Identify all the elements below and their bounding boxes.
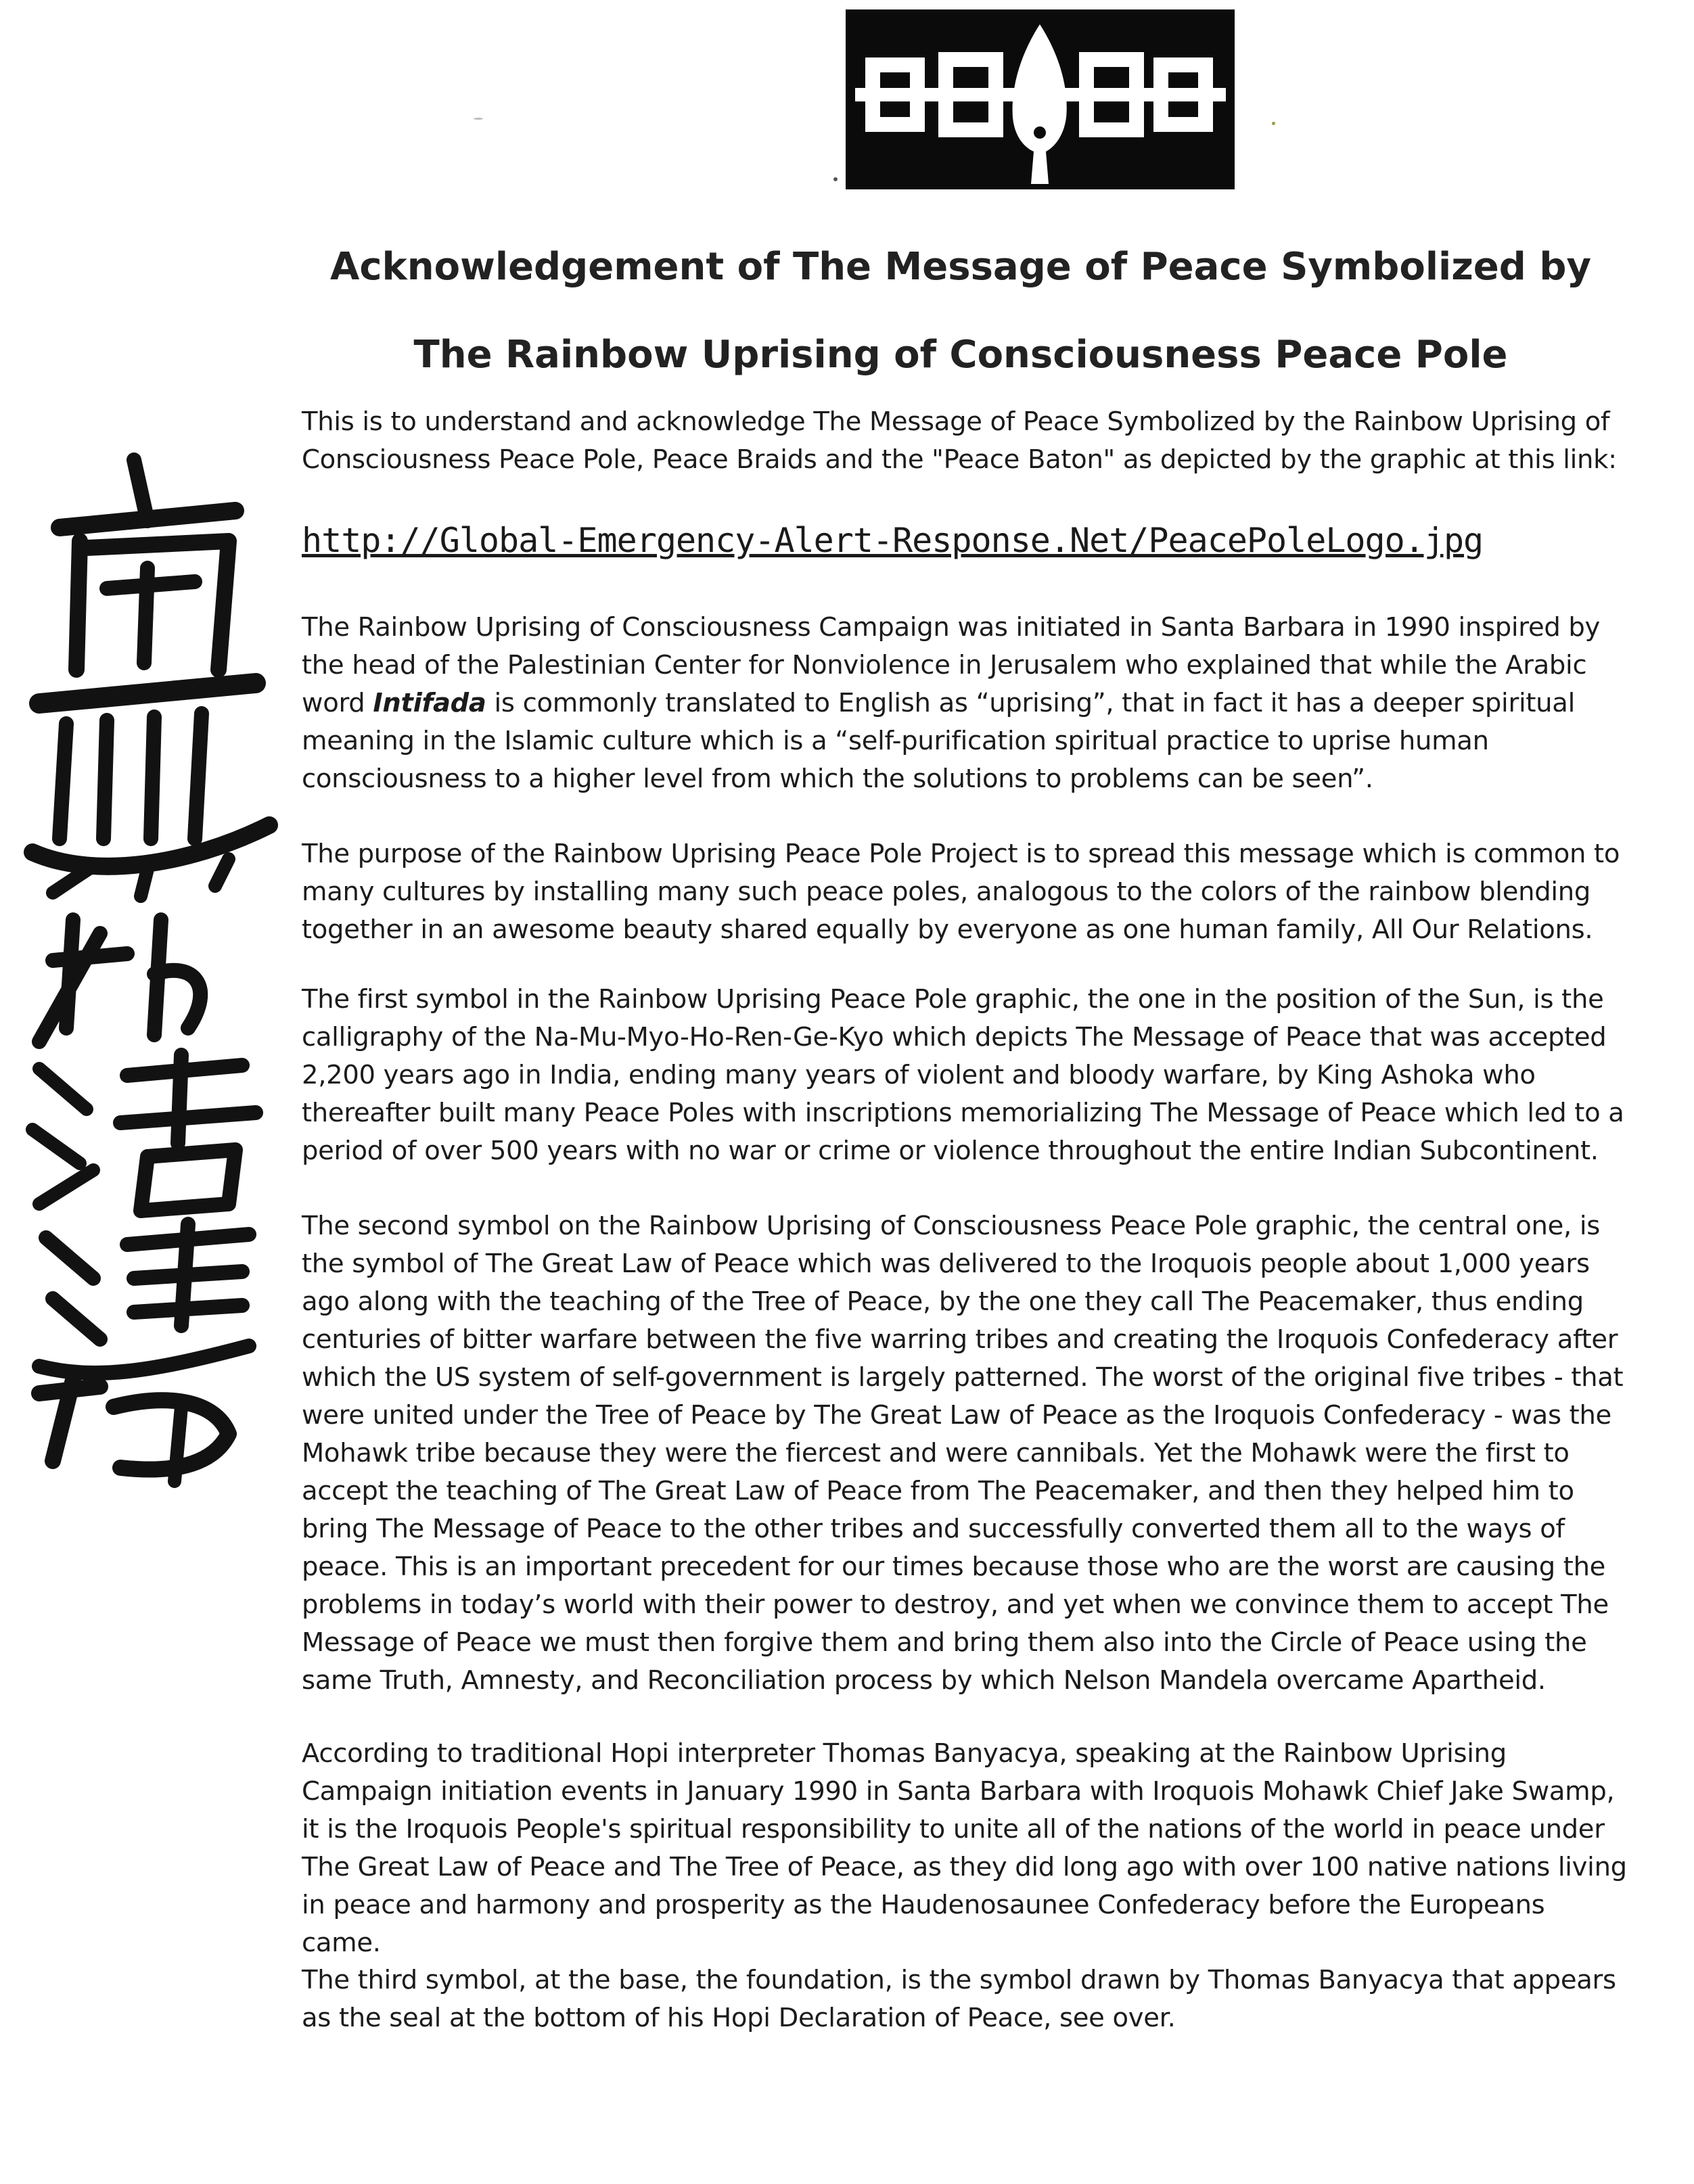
intro-paragraph: This is to understand and acknowledge The Message of Peace Symbolized by the Rainbow Uprising of Consciousness Peace Pole, Peace Braids and the "Peace Baton" as depicted by the graphic at this link: (302, 406, 1617, 475)
paragraph-second-symbol: The second symbol on the Rainbow Uprising of Consciousness Peace Pole graphic, the central one, is the symbol of The Great Law of Peace which was delivered to the Iroquois people about 1,000 years ago along with the teaching of the Tree of Peace, by the one they call The Peacemaker, thus ending centuries of bitter warfare between the five warring tribes and creating the Iroquois Confederacy after which the US system of self-government is largely patterned. The worst of the original five tribes - that were united under the Tree of Peace by The Great Law of Peace as the Iroquois Confederacy - was the Mohawk tribe because they were the fiercest and were cannibals. Yet the Mohawk were the first to accept the teaching of The Great Law of Peace from The Peacemaker, and then they helped him to bring The Message of Peace to the other tribes and successfully converted them all to the ways of peace. This is an important precedent for our times because those who are the worst are causing the problems in today’s world with their power to destroy, and yet when we convince them to accept The Message of Peace we must then forgive them and bring them also into the Circle of Peace using the same Truth, Amnesty, and Reconciliation process by which Nelson Mandela overcame Apartheid. (302, 1211, 1624, 1696)
peace-pole-logo-link[interactable]: http://Global-Emergency-Alert-Response.Net/PeacePoleLogo.jpg (302, 521, 1484, 560)
title-line-2: The Rainbow Uprising of Consciousness Peace Pole (413, 333, 1508, 377)
page-title (298, 223, 1624, 399)
paragraph-intifada (302, 609, 1628, 798)
paragraph-hopi: According to traditional Hopi interpreter Thomas Banyacya, speaking at the Rainbow Uprising Campaign initiation events in January 1990 in Santa Barbara with Iroquois Mohawk Chief Jake Swamp, it is the Iroquois People's spiritual responsibility to unite all of the nations of the world in peace under The Great Law of Peace and The Tree of Peace, as they did long ago with over 100 native nations living in peace and harmony and prosperity as the Haudenosaunee Confederacy before the Europeans came. (302, 1738, 1627, 1958)
scan-speck (1272, 122, 1275, 125)
paragraph-intifada-after: is commonly translated to English as “uprising”, that in fact it has a deeper spiritual meaning in the Islamic culture which is a “self-purification spiritual practice to uprise human consciousness to a higher level from which the solutions to problems can be seen”. (302, 688, 1575, 794)
calligraphy-seal-image (12, 446, 283, 1488)
scan-speck (833, 177, 838, 181)
hiawatha-belt-icon (846, 9, 1235, 189)
intifada-word: Intifada (373, 688, 486, 718)
title-line-1: Acknowledgement of The Message of Peace Symbolized by (330, 245, 1591, 289)
paragraph-intifada-before: The Rainbow Uprising of Consciousness Campaign was initiated in Santa Barbara in 1990 inspired by the head of the Palestinian Center for Nonviolence in Jerusalem who explained that while the Arabic word (302, 612, 1601, 718)
paragraph-purpose: The purpose of the Rainbow Uprising Peace Pole Project is to spread this message which is common to many cultures by installing many such peace poles, analogous to the colors of the rainbow blending together in an awesome beauty shared equally by everyone as one human family, All Our Relations. (302, 839, 1620, 945)
paragraph-first-symbol: The first symbol in the Rainbow Uprising Peace Pole graphic, the one in the position of the Sun, is the calligraphy of the Na-Mu-Myo-Ho-Ren-Ge-Kyo which depicts The Message of Peace that was accepted 2,200 years ago in India, ending many years of violent and bloody warfare, by King Ashoka who thereafter built many Peace Poles with inscriptions memorializing The Message of Peace which led to a period of over 500 years with no war or crime or violence throughout the entire Indian Subcontinent. (302, 984, 1624, 1166)
scan-speck (474, 118, 483, 120)
paragraph-third-symbol: The third symbol, at the base, the foundation, is the symbol drawn by Thomas Banyacya that appears as the seal at the bottom of his Hopi Declaration of Peace, see over. (302, 1965, 1616, 2033)
